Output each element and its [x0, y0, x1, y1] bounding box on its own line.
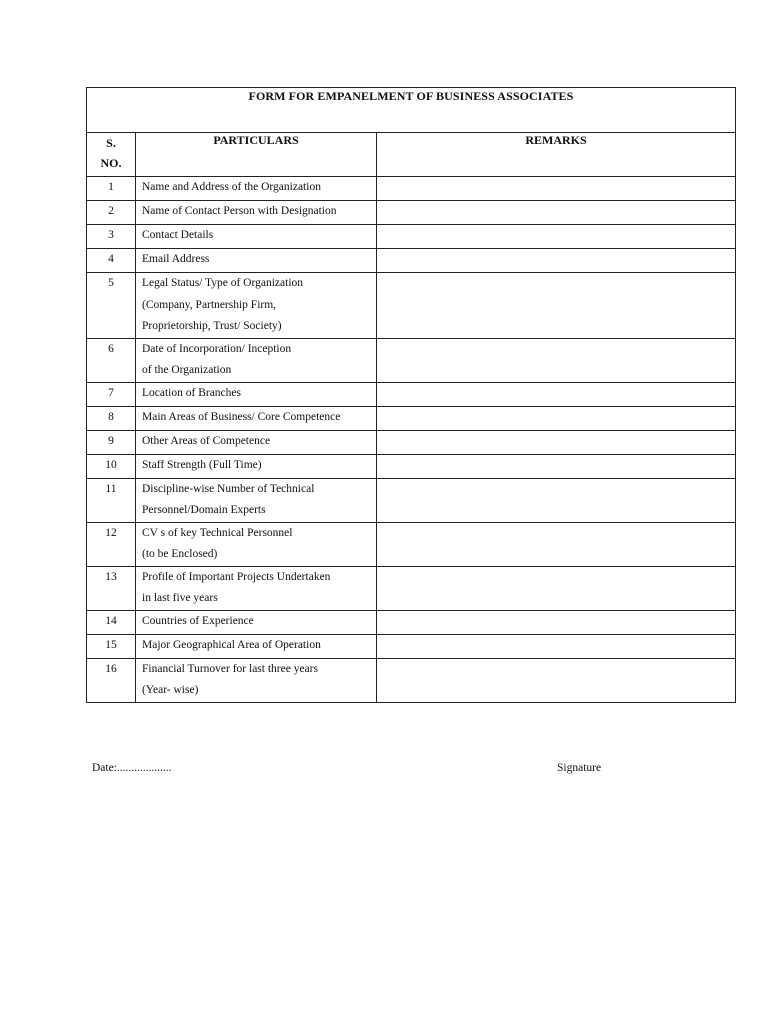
table-row — [87, 406, 736, 430]
table-row — [87, 273, 736, 339]
row-particulars — [136, 273, 377, 339]
particulars-line: (Company, Partnership Firm, — [142, 298, 277, 311]
row-number: 14 — [87, 610, 136, 634]
table-row — [87, 658, 736, 702]
remarks-field[interactable] — [377, 201, 736, 225]
remarks-field[interactable] — [377, 522, 736, 566]
remarks-field[interactable] — [377, 658, 736, 702]
row-particulars — [136, 658, 377, 702]
particulars-line: Location of Branches — [142, 386, 241, 399]
row-number: 9 — [87, 430, 136, 454]
row-number: 3 — [87, 225, 136, 249]
particulars-line: Personnel/Domain Experts — [142, 504, 266, 516]
row-number: 4 — [87, 249, 136, 273]
header-row — [87, 133, 736, 177]
table-row — [87, 566, 736, 610]
particulars-line: Major Geographical Area of Operation — [142, 638, 321, 651]
table-row — [87, 201, 736, 225]
particulars-line: Proprietorship, Trust/ Society) — [142, 320, 282, 332]
table-row — [87, 338, 736, 382]
row-particulars — [136, 225, 377, 249]
remarks-field[interactable] — [377, 478, 736, 522]
row-particulars — [136, 177, 377, 201]
remarks-field[interactable] — [377, 177, 736, 201]
remarks-field[interactable] — [377, 249, 736, 273]
particulars-line: Staff Strength (Full Time) — [142, 458, 262, 471]
remarks-field[interactable] — [377, 225, 736, 249]
row-particulars — [136, 338, 377, 382]
form-title-cell — [87, 88, 736, 133]
form-title: FORM FOR EMPANELMENT OF BUSINESS ASSOCIATES — [248, 89, 574, 103]
row-number: 1 — [87, 177, 136, 201]
sno-header-line2: NO. — [100, 156, 122, 170]
row-particulars — [136, 201, 377, 225]
particulars-line: Countries of Experience — [142, 614, 254, 627]
particulars-line: of the Organization — [142, 364, 232, 376]
sno-header-line1: S. — [106, 136, 116, 150]
particulars-line: CV s of key Technical Personnel — [142, 526, 293, 539]
row-number: 12 — [87, 522, 136, 566]
particulars-line: in last five years — [142, 592, 218, 604]
table-row — [87, 249, 736, 273]
row-particulars — [136, 478, 377, 522]
remarks-field[interactable] — [377, 634, 736, 658]
row-number: 7 — [87, 382, 136, 406]
particulars-header: PARTICULARS — [136, 133, 377, 177]
particulars-line: Discipline-wise Number of Technical — [142, 482, 315, 495]
row-particulars — [136, 566, 377, 610]
particulars-line: Name of Contact Person with Designation — [142, 205, 337, 217]
particulars-line: Name and Address of the Organization — [142, 181, 321, 193]
sno-header — [87, 133, 136, 177]
remarks-field[interactable] — [377, 454, 736, 478]
row-number: 15 — [87, 634, 136, 658]
table-row — [87, 610, 736, 634]
remarks-field[interactable] — [377, 406, 736, 430]
row-number: 13 — [87, 566, 136, 610]
row-number: 11 — [87, 478, 136, 522]
row-particulars — [136, 454, 377, 478]
table-row — [87, 430, 736, 454]
title-row — [87, 88, 736, 133]
remarks-field[interactable] — [377, 338, 736, 382]
particulars-line: Legal Status/ Type of Organization — [142, 277, 304, 289]
row-particulars — [136, 430, 377, 454]
table-row — [87, 478, 736, 522]
empanelment-form-table — [86, 87, 736, 703]
row-number: 16 — [87, 658, 136, 702]
particulars-line: Contact Details — [142, 229, 214, 241]
row-number: 5 — [87, 273, 136, 339]
particulars-line: Financial Turnover for last three years — [142, 662, 318, 675]
table-row — [87, 382, 736, 406]
particulars-line: (to be Enclosed) — [142, 548, 218, 560]
date-label: Date:................... — [92, 762, 172, 774]
remarks-field[interactable] — [377, 430, 736, 454]
row-number: 2 — [87, 201, 136, 225]
row-number: 10 — [87, 454, 136, 478]
particulars-line: Date of Incorporation/ Inception — [142, 342, 292, 355]
row-particulars — [136, 634, 377, 658]
remarks-field[interactable] — [377, 566, 736, 610]
table-row — [87, 225, 736, 249]
particulars-line: (Year- wise) — [142, 684, 199, 696]
remarks-field[interactable] — [377, 273, 736, 339]
signature-label: Signature — [557, 762, 602, 774]
row-particulars — [136, 610, 377, 634]
row-particulars — [136, 382, 377, 406]
remarks-field[interactable] — [377, 610, 736, 634]
row-particulars — [136, 249, 377, 273]
table-row — [87, 454, 736, 478]
particulars-line: Main Areas of Business/ Core Competence — [142, 410, 341, 423]
remarks-field[interactable] — [377, 382, 736, 406]
remarks-header: REMARKS — [377, 133, 736, 177]
table-row — [87, 522, 736, 566]
row-number: 6 — [87, 338, 136, 382]
row-number: 8 — [87, 406, 136, 430]
table-row — [87, 634, 736, 658]
table-row — [87, 177, 736, 201]
particulars-line: Other Areas of Competence — [142, 434, 271, 447]
row-particulars — [136, 522, 377, 566]
particulars-line: Profile of Important Projects Undertaken — [142, 570, 331, 583]
particulars-line: Email Address — [142, 253, 210, 265]
row-particulars — [136, 406, 377, 430]
